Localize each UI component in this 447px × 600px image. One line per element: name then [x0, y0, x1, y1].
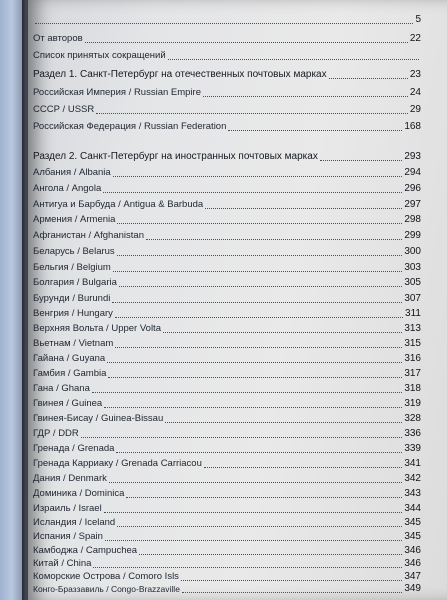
page-number: 315	[404, 338, 421, 349]
toc-entry: Российская Империя / Russian Empire 24	[33, 87, 421, 98]
dot-leader	[203, 96, 408, 97]
dot-leader	[107, 362, 402, 363]
page-number: 349	[404, 583, 421, 594]
toc-entry: Болгария / Bulgaria 305	[33, 277, 421, 288]
toc-entry: Исландия / Iceland 345	[33, 517, 421, 528]
dot-leader	[117, 255, 403, 256]
page-number: 5	[415, 14, 421, 25]
toc-entry: Доминика / Dominica 343	[33, 488, 421, 499]
toc-entry: Камбоджа / Campuchea 346	[33, 545, 421, 556]
toc-entry: Гана / Ghana 318	[33, 383, 421, 394]
toc-entry: Гамбия / Gambia 317	[33, 368, 421, 379]
dot-leader	[104, 407, 402, 408]
dot-leader	[182, 592, 402, 593]
toc-entry: Беларусь / Belarus 300	[33, 246, 421, 257]
dot-leader	[168, 59, 419, 60]
page-number: 336	[404, 428, 421, 439]
dot-leader	[204, 467, 402, 468]
page-number: 311	[405, 308, 421, 319]
toc-entry: Испания / Spain 345	[33, 531, 421, 542]
page-number: 342	[404, 473, 421, 484]
toc-entry: Вьетнам / Vietnam 315	[33, 338, 421, 349]
page-number: 299	[404, 230, 421, 241]
page-number: 347	[404, 571, 421, 582]
toc-entry: Китай / China 346	[33, 558, 421, 569]
page-number: 303	[404, 262, 421, 273]
toc-section-heading: Раздел 2. Санкт-Петербург на иностранных почтовых марках 293	[33, 151, 421, 162]
toc-section-heading: Раздел 1. Санкт-Петербург на отечественных почтовых марках 23	[33, 69, 421, 80]
page-number: 345	[404, 531, 421, 542]
dot-leader	[181, 580, 402, 581]
page-number: 297	[404, 199, 421, 210]
toc-entry: Коморские Острова / Comoro Isls 347	[33, 571, 421, 582]
dot-leader	[205, 208, 402, 209]
dot-leader	[117, 526, 402, 527]
dot-leader	[113, 271, 402, 272]
dot-leader	[228, 130, 402, 131]
toc-entry: Конго-Браззавиль / Congo-Brazzaville 349	[33, 583, 421, 594]
toc-entry: ГДР / DDR 336	[33, 428, 421, 439]
toc-entry	[33, 13, 421, 26]
toc-entry: Израиль / Israel 344	[33, 503, 421, 514]
dot-leader	[85, 42, 408, 43]
dot-leader	[105, 540, 402, 541]
dot-leader	[35, 23, 413, 24]
dot-leader	[112, 302, 402, 303]
dot-leader	[329, 78, 408, 79]
toc-entry: От авторов 22	[33, 33, 421, 44]
dot-leader	[146, 239, 402, 240]
page-number: 344	[404, 503, 421, 514]
dot-leader	[163, 332, 402, 333]
page-number: 346	[404, 558, 421, 569]
dot-leader	[165, 422, 402, 423]
toc-entry: Список принятых сокращений	[33, 49, 421, 62]
dot-leader	[115, 317, 403, 318]
page-number: 296	[404, 183, 421, 194]
page-number: 24	[409, 87, 421, 98]
toc-entry: Ангола / Angola 296	[33, 183, 421, 194]
dot-leader	[92, 392, 402, 393]
page-number: 316	[404, 353, 421, 364]
dot-leader	[109, 482, 402, 483]
page-number: 23	[409, 69, 421, 80]
dot-leader	[139, 554, 402, 555]
page-number: 298	[404, 214, 421, 225]
page-number: 345	[404, 517, 421, 528]
dot-leader	[81, 437, 403, 438]
toc-entry: Антигуа и Барбуда / Antigua & Barbuda 297	[33, 199, 421, 210]
dot-leader	[116, 452, 402, 453]
page-number: 343	[404, 488, 421, 499]
page-number: 319	[404, 398, 421, 409]
page-number: 339	[404, 443, 421, 454]
page-number: 294	[404, 167, 421, 178]
dot-leader	[108, 377, 402, 378]
toc-entry: Армения / Armenia 298	[33, 214, 421, 225]
page-number: 22	[409, 33, 421, 44]
page-number: 29	[409, 104, 421, 115]
dot-leader	[103, 192, 402, 193]
toc-entry: Албания / Albania 294	[33, 167, 421, 178]
toc-entry: Афганистан / Afghanistan 299	[33, 230, 421, 241]
toc-entry: Гренада / Grenada 339	[33, 443, 421, 454]
dot-leader	[93, 567, 402, 568]
toc-entry: Российская Федерация / Russian Federation 168	[33, 121, 421, 132]
page-number: 313	[404, 323, 421, 334]
toc-entry: Бурунди / Burundi 307	[33, 293, 421, 304]
dot-leader	[117, 223, 402, 224]
page-number: 168	[404, 121, 421, 132]
toc-entry: Бельгия / Belgium 303	[33, 262, 421, 273]
page-number: 293	[404, 151, 421, 162]
toc-entry: Гренада Карриаку / Grenada Carriacou 341	[33, 458, 421, 469]
toc-entry: Гайана / Guyana 316	[33, 353, 421, 364]
page-number: 346	[404, 545, 421, 556]
dot-leader	[113, 176, 403, 177]
page-number: 307	[404, 293, 421, 304]
page-number: 341	[404, 458, 421, 469]
page-number: 318	[404, 383, 421, 394]
dot-leader	[119, 286, 402, 287]
dot-leader	[96, 113, 408, 114]
toc-entry: Верхняя Вольта / Upper Volta 313	[33, 323, 421, 334]
toc-entry: Венгрия / Hungary 311	[33, 308, 421, 319]
dot-leader	[320, 160, 402, 161]
page-number: 300	[404, 246, 421, 257]
toc-entry: Гвинея / Guinea 319	[33, 398, 421, 409]
page-number: 317	[404, 368, 421, 379]
toc-entry: Дания / Denmark 342	[33, 473, 421, 484]
toc-entry: СССР / USSR 29	[33, 104, 421, 115]
page-number: 328	[404, 413, 421, 424]
toc-entry: Гвинея-Бисау / Guinea-Bissau 328	[33, 413, 421, 424]
dot-leader	[126, 497, 402, 498]
page-number: 305	[404, 277, 421, 288]
dot-leader	[115, 347, 402, 348]
dot-leader	[104, 512, 403, 513]
book-page	[28, 0, 447, 600]
